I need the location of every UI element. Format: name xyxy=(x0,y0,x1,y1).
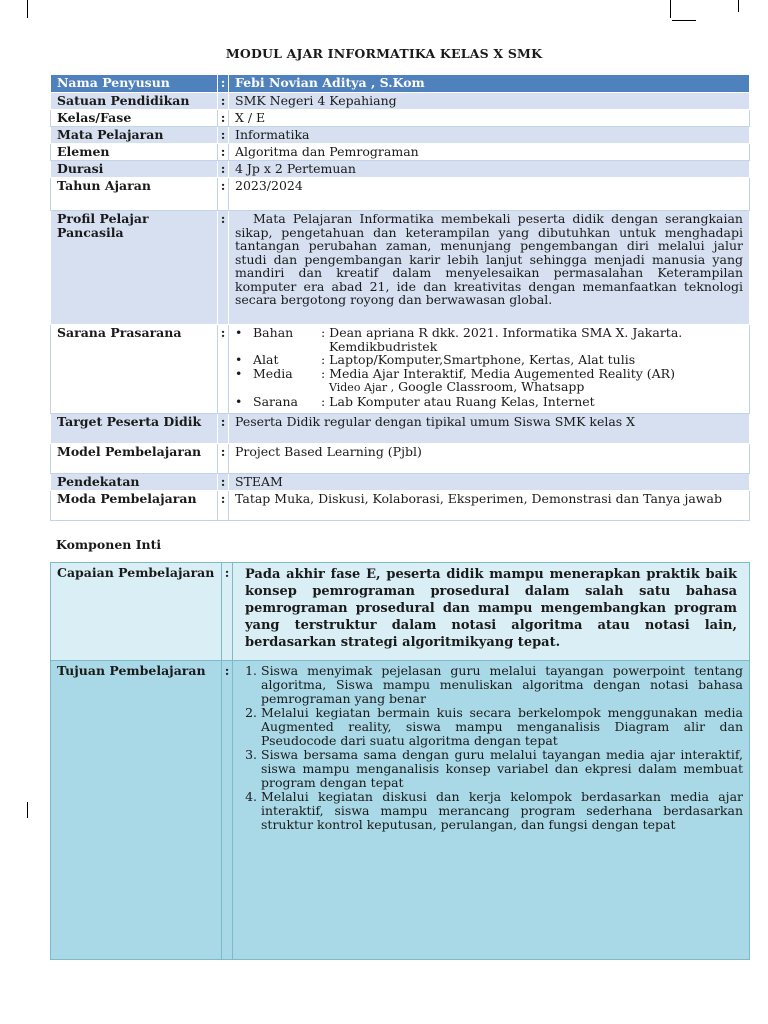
tujuan-item: 4. Melalui kegiatan diskusi dan kerja kelompok berdasarkan media ajar interaktif, siswa mampu merancang program sederhana berdasarkan struktur kontrol keputusan, perulangan, dan fungsi dengan tepat xyxy=(261,790,743,832)
sarana-item xyxy=(235,353,743,367)
info-row xyxy=(51,93,750,110)
info-value: Project Based Learning (Pjbl) xyxy=(229,444,750,474)
info-row xyxy=(51,491,750,521)
crop-mark-right xyxy=(738,0,739,12)
info-row xyxy=(51,414,750,444)
info-value: Informatika xyxy=(229,127,750,144)
separator: : xyxy=(218,161,229,178)
sarana-text: : Dean apriana R dkk. 2021. Informatika SMA X. Jakarta. xyxy=(321,325,683,340)
separator: : xyxy=(218,491,229,521)
info-label: Elemen xyxy=(51,144,218,161)
info-label: Nama Penyusun xyxy=(51,75,218,93)
sarana-text-small: Video Ajar , xyxy=(329,381,395,394)
komponen-inti-table xyxy=(50,562,750,960)
info-label: Mata Pelajaran xyxy=(51,127,218,144)
info-label: Pendekatan xyxy=(51,474,218,491)
tujuan-list xyxy=(239,664,743,832)
tujuan-label: Tujuan Pembelajaran xyxy=(51,661,222,960)
info-row xyxy=(51,474,750,491)
info-row xyxy=(51,178,750,211)
info-label: Moda Pembelajaran xyxy=(51,491,218,521)
separator: : xyxy=(218,325,229,414)
tujuan-row xyxy=(51,661,750,960)
separator: : xyxy=(222,661,233,960)
tujuan-item: 1. Siswa menyimak pejelasan guru melalui tayangan powerpoint tentang algoritma, Siswa mampu menuliskan algoritma dengan notasi bahasa pemrograman yang benar xyxy=(261,664,743,706)
separator: : xyxy=(218,474,229,491)
sarana-text: : Laptop/Komputer,Smartphone, Kertas, Alat tulis xyxy=(321,352,636,367)
info-row xyxy=(51,110,750,127)
separator: : xyxy=(218,414,229,444)
info-label: Satuan Pendidikan xyxy=(51,93,218,110)
separator: : xyxy=(218,75,229,93)
crop-mark-top-right-v xyxy=(670,0,671,18)
separator: : xyxy=(218,211,229,325)
separator: : xyxy=(218,178,229,211)
info-label: Model Pembelajaran xyxy=(51,444,218,474)
sarana-category: Media xyxy=(253,365,293,381)
bullet: • xyxy=(235,352,243,367)
sarana-item xyxy=(235,380,743,395)
crop-mark-top-left xyxy=(27,0,28,18)
info-label: Sarana Prasarana xyxy=(51,325,218,414)
info-label: Tahun Ajaran xyxy=(51,178,218,211)
identity-table xyxy=(50,74,750,521)
separator: : xyxy=(218,144,229,161)
sarana-category: Sarana xyxy=(253,393,298,409)
section-heading: Komponen Inti xyxy=(56,537,162,552)
info-label: Durasi xyxy=(51,161,218,178)
sarana-item xyxy=(235,367,743,381)
separator: : xyxy=(222,563,233,661)
info-label: Profil Pelajar Pancasila xyxy=(51,211,218,325)
info-row xyxy=(51,144,750,161)
sarana-category: Alat xyxy=(253,352,279,367)
separator: : xyxy=(218,93,229,110)
sarana-category: Bahan xyxy=(253,325,294,340)
sarana-item xyxy=(235,326,743,340)
info-row xyxy=(51,75,750,93)
capaian-label: Capaian Pembelajaran xyxy=(51,563,222,661)
tujuan-cell xyxy=(233,661,750,960)
info-value: Tatap Muka, Diskusi, Kolaborasi, Eksperimen, Demonstrasi dan Tanya jawab xyxy=(229,491,750,521)
sarana-item xyxy=(235,395,743,409)
info-value: 4 Jp x 2 Pertemuan xyxy=(229,161,750,178)
sarana-text: Google Classroom, Whatsapp xyxy=(394,379,585,394)
tujuan-item: 2. Melalui kegiatan bermain kuis secara berkelompok menggunakan media Augmented reality, siswa mampu menganalisis Diagram alir dan Pseudocode dari suatu algoritma dengan tepat xyxy=(261,706,743,748)
profil-text: Mata Pelajaran Informatika membekali peserta didik dengan serangkaian sikap, pengetahuan dan keterampilan yang dibutuhkan untuk menghadapi tantangan perubahan zaman, menunjang pengembangan diri melalui jalur studi dan pengembangan karir lebih lanjut sehingga menjadi manusia yang mandiri dan kreatif dalam menyelesaikan permasalahan Keterampilan komputer era abad 21, ide dan kreativitas dengan memanfaatkan teknologi secara bergotong royong dan berwawasan global. xyxy=(229,211,750,325)
capaian-text: Pada akhir fase E, peserta didik mampu menerapkan praktik baik konsep pemrograman prosedural dalam salah satu bahasa pemrograman prosedural dan mampu mengembangkan program yang terstruktur dalam notasi algoritma atau notasi lain, berdasarkan strategi algoritmikyang tepat. xyxy=(245,567,737,650)
info-label: Target Peserta Didik xyxy=(51,414,218,444)
info-value: Peserta Didik regular dengan tipikal umum Siswa SMK kelas X xyxy=(229,414,750,444)
bullet: • xyxy=(235,393,243,409)
bullet: • xyxy=(235,325,243,340)
info-row xyxy=(51,211,750,325)
info-label: Kelas/Fase xyxy=(51,110,218,127)
info-row xyxy=(51,127,750,144)
info-value: SMK Negeri 4 Kepahiang xyxy=(229,93,750,110)
info-value: 2023/2024 xyxy=(229,178,750,211)
capaian-cell xyxy=(233,563,750,661)
separator: : xyxy=(218,444,229,474)
info-value: Febi Novian Aditya , S.Kom xyxy=(229,75,750,93)
info-value: STEAM xyxy=(229,474,750,491)
sarana-list xyxy=(229,325,750,414)
info-value: X / E xyxy=(229,110,750,127)
tujuan-item: 3. Siswa bersama sama dengan guru melalui tayangan media ajar interaktif, siswa mampu menganalisis konsep variabel dan ekpresi dalam membuat program dengan tepat xyxy=(261,748,743,790)
info-row xyxy=(51,325,750,414)
sarana-text: : Media Ajar Interaktif, Media Augemented Reality (AR) xyxy=(321,365,675,381)
info-row xyxy=(51,161,750,178)
info-row xyxy=(51,444,750,474)
sarana-item xyxy=(235,340,743,354)
separator: : xyxy=(218,127,229,144)
sarana-text: Kemdikbudristek xyxy=(329,338,438,354)
info-value: Algoritma dan Pemrograman xyxy=(229,144,750,161)
capaian-row xyxy=(51,563,750,661)
crop-mark-top-right-h xyxy=(672,20,696,21)
document-title: MODUL AJAR INFORMATIKA KELAS X SMK xyxy=(225,46,543,61)
bullet: • xyxy=(235,365,243,381)
separator: : xyxy=(218,110,229,127)
sarana-text: : Lab Komputer atau Ruang Kelas, Internet xyxy=(321,393,595,409)
margin-mark-left xyxy=(27,802,28,818)
